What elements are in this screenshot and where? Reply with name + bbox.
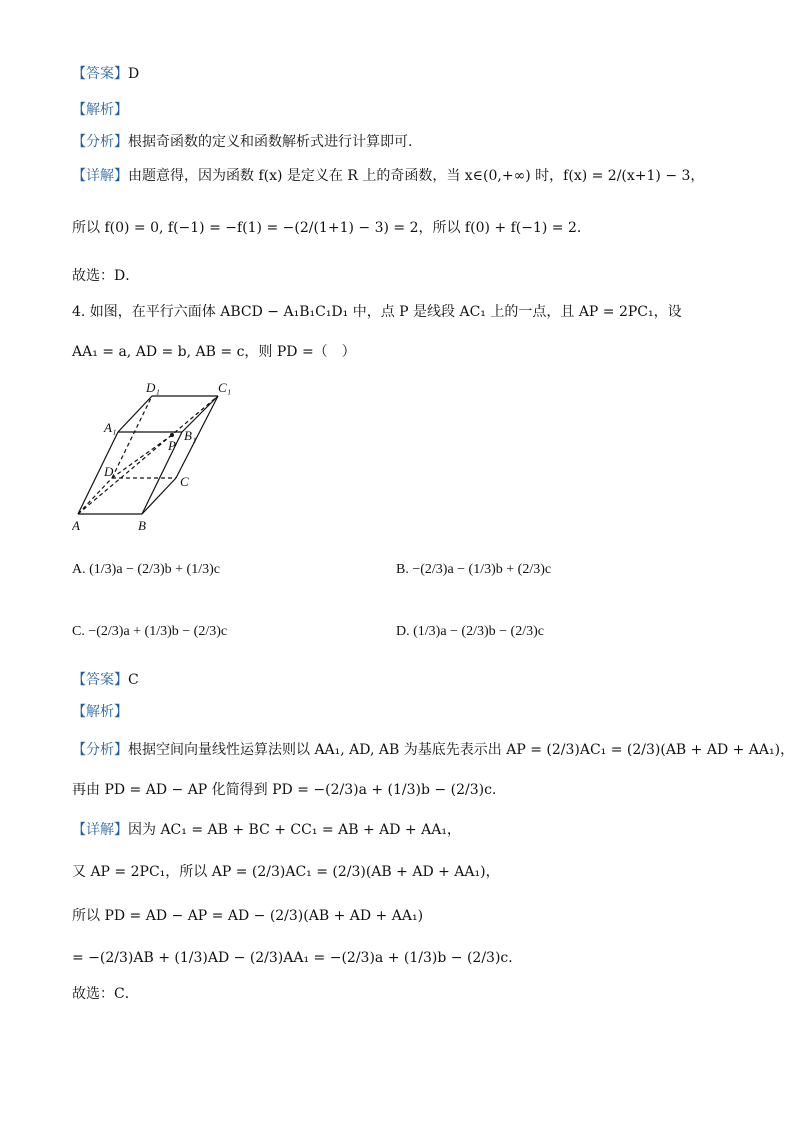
- option-b[interactable]: B. −(2/3)a − (1/3)b + (2/3)c: [396, 562, 552, 577]
- q4-detail1: 因为 AC₁ = AB + BC + CC₁ = AB + AD + AA₁，: [128, 822, 461, 838]
- option-c[interactable]: C. −(2/3)a + (1/3)b − (2/3)c: [72, 624, 228, 639]
- answer-tag: 【答案】: [72, 672, 128, 688]
- label-C: C: [180, 474, 189, 489]
- q4-detail-line3: 所以 PD = AD − AP = AD − (2/3)(AB + AD + AA₁): [72, 908, 424, 924]
- q4-detail-line2: 又 AP = 2PC₁，所以 AP = (2/3)AC₁ = (2/3)(AB + AD + AA₁)，: [72, 864, 500, 880]
- q4-stem-line2: AA₁ = a, AD = b, AB = c，则 PD =（ ）: [72, 344, 356, 360]
- edge-BB1: [142, 432, 182, 514]
- q4-analysis-line2: 再由 PD = AD − AP 化简得到 PD = −(2/3)a + (1/3)b − (2/3)c.: [72, 782, 497, 798]
- q4-analysis-line1: [72, 740, 794, 760]
- q4-analysis1: 根据空间向量线性运算法则以 AA₁, AD, AB 为基底先表示出 AP = (2/3)AC₁ = (2/3)(AB + AD + AA₁)，: [128, 742, 794, 758]
- q4-detail-line1: [72, 820, 461, 840]
- edge-DD1: [112, 396, 152, 478]
- q3-answer: D: [128, 66, 140, 82]
- option-d[interactable]: D. (1/3)a − (2/3)b − (2/3)c: [396, 624, 544, 639]
- option-a[interactable]: A. (1/3)a − (2/3)b + (1/3)c: [72, 562, 220, 577]
- q4-stem-line1: 4. 如图，在平行六面体 ABCD − A₁B₁C₁D₁ 中，点 P 是线段 AC₁ 上的一点，且 AP = 2PC₁，设: [72, 304, 682, 320]
- fenxi-tag: 【分析】: [72, 742, 128, 758]
- q3-analysis-line: [72, 132, 412, 152]
- edge-CC1: [176, 396, 218, 478]
- jiexi-tag: 【解析】: [72, 102, 128, 118]
- q3-detail-line1: [72, 166, 704, 186]
- parallelepiped-figure: [72, 378, 252, 538]
- label-D1: D₁: [146, 380, 160, 395]
- point-P: [170, 433, 174, 437]
- label-C1: C₁: [218, 380, 232, 395]
- label-B: B: [138, 518, 146, 533]
- xiangjie-tag: 【详解】: [72, 822, 128, 838]
- edge-AD: [78, 478, 112, 514]
- edge-BC: [142, 478, 176, 514]
- q4-answer-line: [72, 670, 139, 690]
- jiexi-tag: 【解析】: [72, 704, 128, 720]
- diagonal-AC1: [78, 396, 218, 514]
- label-P: P: [168, 438, 176, 453]
- q3-analysis: 根据奇函数的定义和函数解析式进行计算即可.: [128, 134, 413, 150]
- q3-detail1: 由题意得，因为函数 f(x) 是定义在 R 上的奇函数，当 x∈(0,+∞) 时，f(x) = 2/(x+1) − 3，: [128, 168, 705, 184]
- q4-conclusion: 故选：C．: [72, 986, 139, 1002]
- label-B1: B₁: [184, 428, 197, 443]
- edge-A1D1: [118, 396, 152, 432]
- label-D: D: [104, 464, 114, 479]
- label-A1: A₁: [104, 420, 117, 435]
- q4-answer: C: [128, 672, 139, 688]
- xiangjie-tag: 【详解】: [72, 168, 128, 184]
- fenxi-tag: 【分析】: [72, 134, 128, 150]
- edge-B1C1: [182, 396, 218, 432]
- answer-tag: 【答案】: [72, 66, 128, 82]
- q4-detail-line4: = −(2/3)AB + (1/3)AD − (2/3)AA₁ = −(2/3)a + (1/3)b − (2/3)c．: [72, 950, 523, 966]
- q3-conclusion: 故选：D．: [72, 268, 140, 284]
- label-A: A: [72, 518, 80, 533]
- q3-answer-line: [72, 64, 139, 84]
- q3-detail-line2: 所以 f(0) = 0, f(−1) = −f(1) = −(2/(1+1) − 3) = 2，所以 f(0) + f(−1) = 2．: [72, 220, 591, 236]
